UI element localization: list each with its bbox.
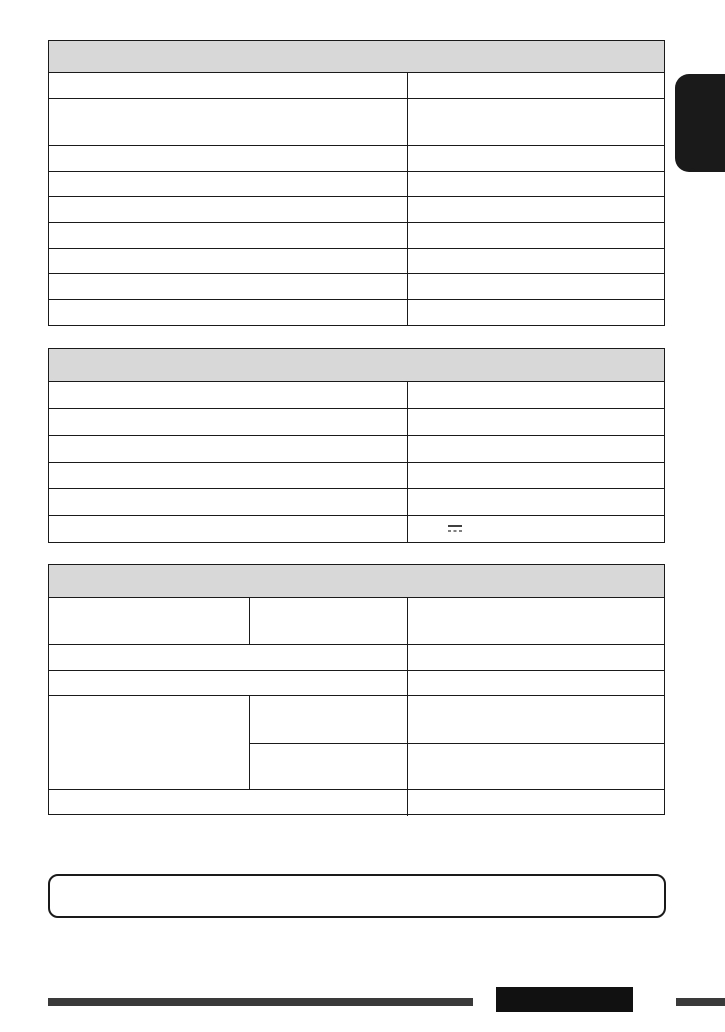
table-row [49, 436, 664, 463]
spec-table-1-header [49, 41, 664, 73]
table-row [49, 249, 664, 274]
spec-table-3 [48, 564, 665, 815]
table-row [49, 197, 664, 223]
table-row [49, 463, 664, 489]
table-row [49, 489, 664, 516]
page-number-tab [496, 987, 633, 1012]
dc-current-symbol-icon [447, 524, 463, 534]
table-row [49, 146, 664, 172]
footer-bar-right [676, 998, 725, 1006]
table-row [49, 382, 664, 409]
table-row [49, 172, 664, 197]
footer-bar-left [48, 998, 473, 1006]
table-row [49, 645, 664, 671]
spec-table-2 [48, 348, 665, 543]
table-row [49, 99, 664, 146]
notice-box [48, 874, 666, 918]
table-row-group [49, 696, 664, 790]
language-tab [675, 74, 725, 172]
table-row [49, 516, 664, 542]
table-row [49, 790, 664, 816]
table-row [49, 300, 664, 325]
spec-table-3-header [49, 565, 664, 598]
table-row [49, 671, 664, 696]
table-row [49, 73, 664, 99]
spec-table-1 [48, 40, 665, 326]
table-row [49, 409, 664, 436]
table-row [49, 223, 664, 249]
spec-table-2-header [49, 349, 664, 382]
table-row [49, 274, 664, 300]
table-row [49, 598, 664, 645]
